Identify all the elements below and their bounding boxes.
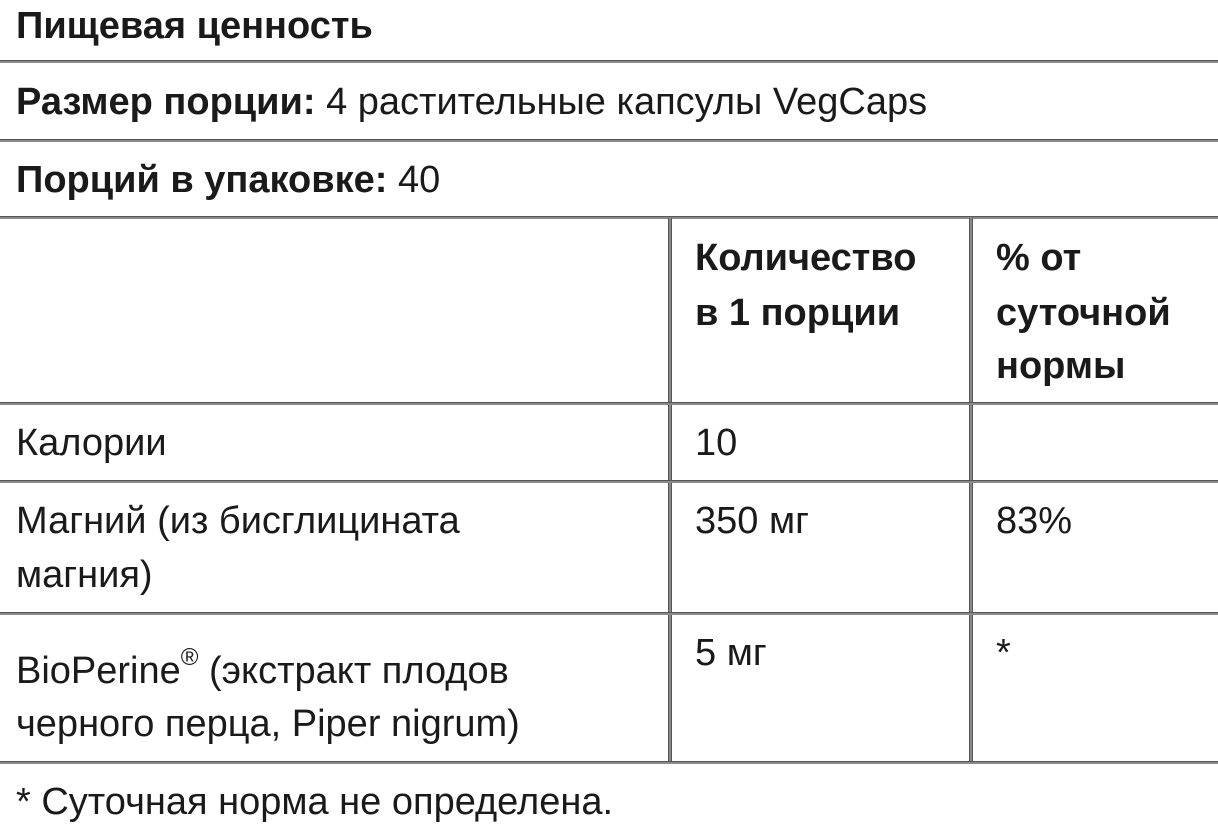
brand-name: BioPerine [16, 650, 181, 692]
nutrient-dv: 83% [996, 500, 1073, 542]
nutrient-name-line2: магния) [16, 554, 153, 596]
servings-per-container-value: 40 [397, 159, 441, 201]
nutrient-amount: 5 мг [695, 632, 767, 674]
panel-title: Пищевая ценность [16, 5, 373, 47]
serving-size-label: Размер порции: [16, 81, 316, 123]
header-dv-line2: суточной [996, 292, 1171, 334]
header-amount-line1: Количество [695, 237, 917, 279]
divider [0, 216, 1218, 219]
divider [0, 60, 1218, 63]
divider [0, 612, 1218, 615]
nutrient-name: Калории [16, 422, 167, 464]
header-dv-line3: нормы [996, 345, 1126, 387]
column-divider [969, 218, 973, 763]
nutrient-name [16, 645, 509, 697]
nutrient-amount: 350 мг [695, 500, 809, 542]
servings-per-container-label: Порций в упаковке: [16, 159, 388, 201]
footnote: * Суточная норма не определена. [16, 781, 614, 823]
nutrient-name: Магний (из бисглицината [16, 500, 460, 542]
divider [0, 480, 1218, 483]
nutrient-name-line2: черного перца, Piper nigrum) [16, 703, 520, 745]
column-divider [668, 218, 672, 763]
header-dv-line1: % от [996, 237, 1082, 279]
nutrient-dv: * [996, 632, 1011, 674]
nutrient-amount: 10 [695, 422, 738, 464]
serving-size-value: 4 растительные капсулы VegCaps [326, 81, 928, 123]
divider [0, 139, 1218, 142]
registered-mark: ® [180, 644, 199, 671]
divider [0, 761, 1218, 764]
servings-per-container [16, 154, 440, 206]
serving-size [16, 76, 927, 128]
nutrient-name-rest: (экстракт плодов [198, 650, 509, 692]
header-amount-line2: в 1 порции [695, 292, 901, 334]
divider [0, 402, 1218, 405]
